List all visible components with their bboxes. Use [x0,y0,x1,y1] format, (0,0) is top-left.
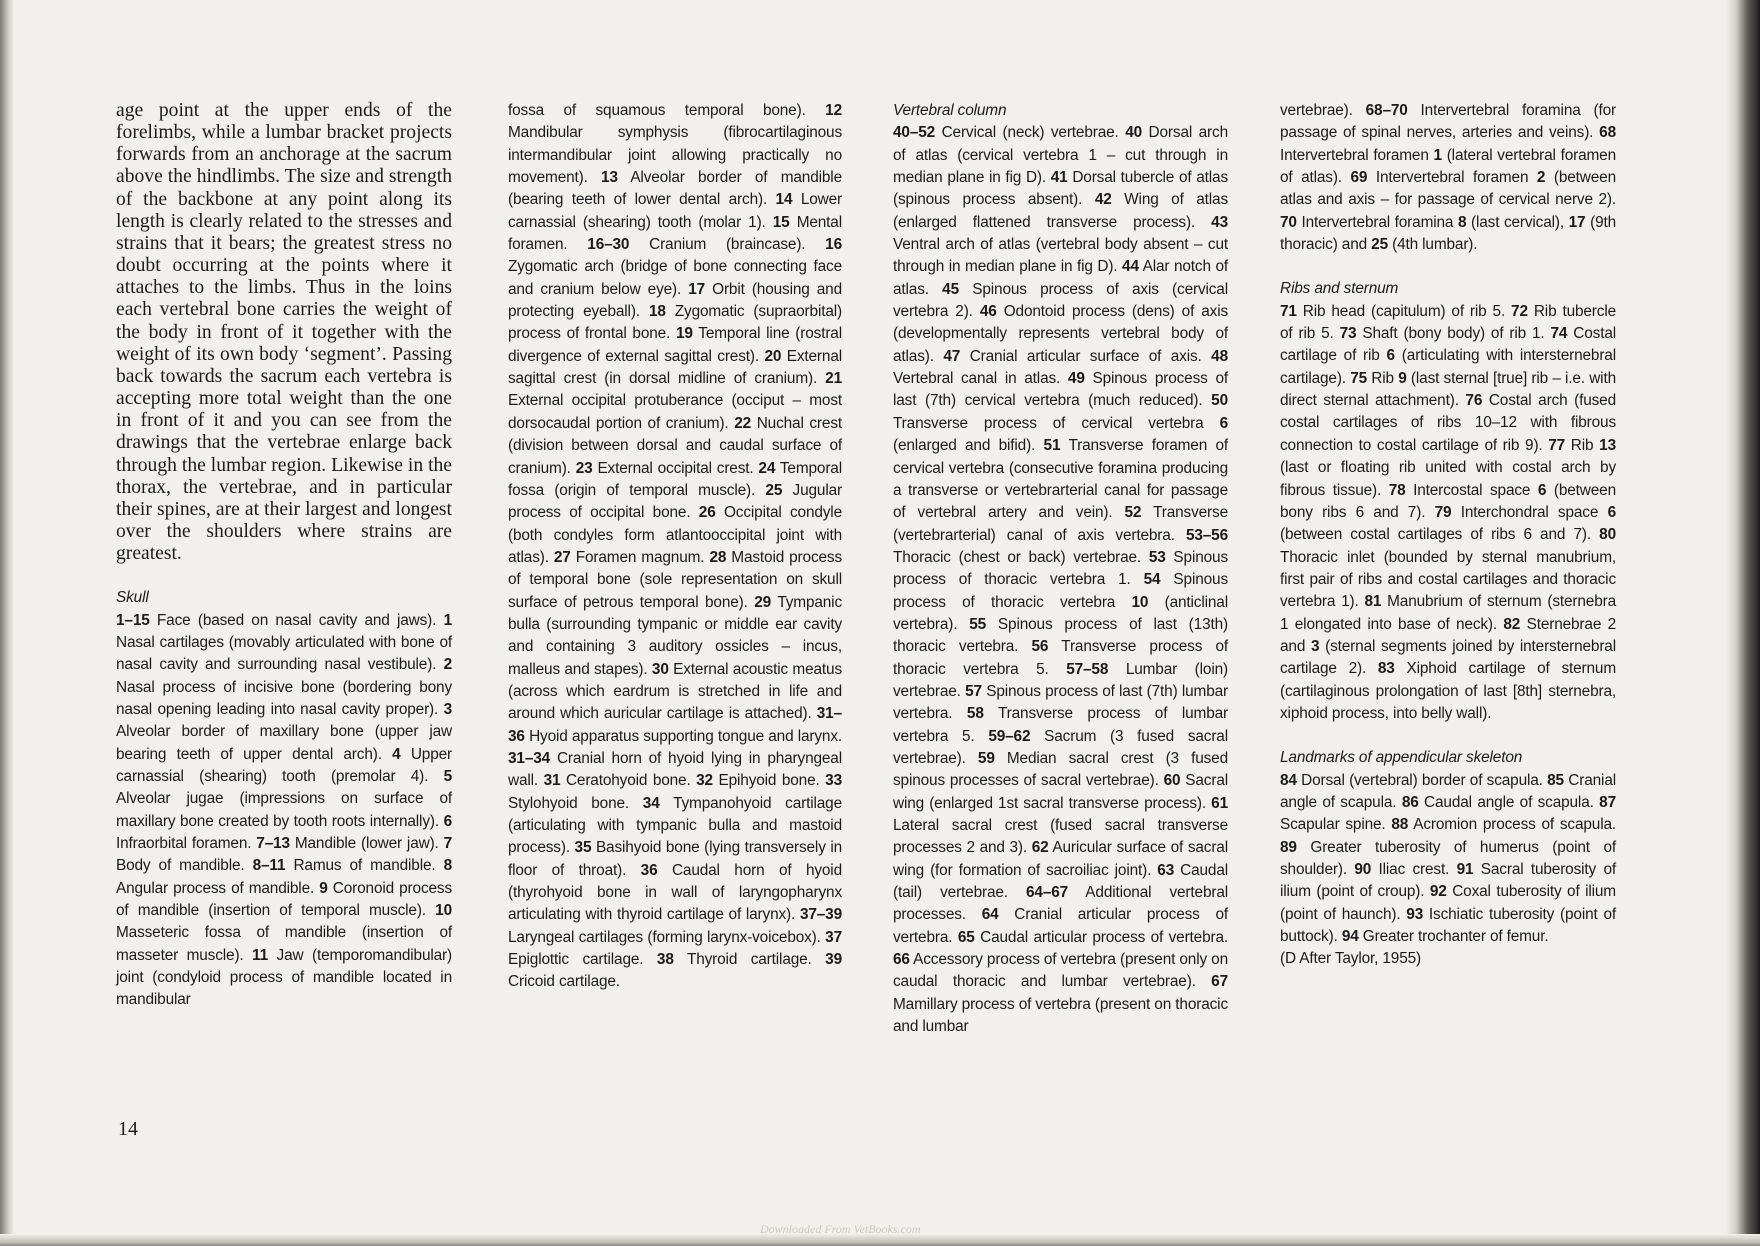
page-edge-shadow [1726,0,1760,1246]
skull-text-part2: fossa of squamous temporal bone). 12 Mandibular symphysis (fibrocartilaginous intermandibular joint allowing practically no movement). 13 Alveolar border of mandible (bearing teeth of lower dental arch). 14 Lower carnassial (shearing) tooth (molar 1). 15 Mental foramen. 16–30 Cranium (braincase). 16 Zygomatic arch (bridge of bone connecting face and cranium below eye). 17 Orbit (housing and protecting eyeball). 18 Zygomatic (supraorbital) process of frontal bone. 19 Temporal line (rostral divergence of external sagittal crest). 20 External sagittal crest (in dorsal midline of cranium). 21 External occipital protuberance (occiput – most dorsocaudal portion of cranium). 22 Nuchal crest (division between dorsal and caudal surface of cranium). 23 External occipital crest. 24 Temporal fossa (origin of temporal muscle). 25 Jugular process of occipital bone. 26 Occipital condyle (both condyles form atlantooccipital joint with atlas). 27 Foramen magnum. 28 Mastoid process of temporal bone (sole representation on skull surface of petrous temporal bone). 29 Tympanic bulla (surrounding tympanic or middle ear cavity and containing 3 auditory ossicles – incus, malleus and stapes). 30 External acoustic meatus (across which eardrum is stretched in life and around which auricular cartilage is attached). 31–36 Hyoid apparatus supporting tongue and larynx. 31–34 Cranial horn of hyoid lying in pharyngeal wall. 31 Ceratohyoid bone. 32 Epihyoid bone. 33 Stylohyoid bone. 34 Tympanohyoid cartilage (articulating with tympanic bulla and mastoid process). 35 Basihyoid bone (lying transversely in floor of throat). 36 Caudal horn of hyoid (thyrohyoid bone in wall of laryngopharynx articulating with thyroid cartilage of larynx). 37–39 Laryngeal cartilages (forming larynx-voicebox). 37 Epiglottic cartilage. 38 Thyroid cartilage. 39 Cricoid cartilage. [508,102,843,991]
vertebral-text-part1: 40–52 Cervical (neck) vertebrae. 40 Dorsal arch of atlas (cervical vertebra 1 – cut through in median plane in fig D). 41 Dorsal tubercle of atlas (spinous process absent). 42 Wing of atlas (enlarged flattened transverse process). 43 Ventral arch of atlas (vertebral body absent – cut through in median plane in fig D). 44 Alar notch of atlas. 45 Spinous process of axis (cervical vertebra 2). 46 Odontoid process (dens) of axis (developmentally represents vertebral body of atlas). 47 Cranial articular surface of axis. 48 Vertebral canal in atlas. 49 Spinous process of last (7th) cervical vertebra (much reduced). 50 Transverse process of cervical vertebra 6 (enlarged and bifid). 51 Transverse foramen of cervical vertebra (consecutive foramina producing a transverse or vertebrarterial canal for passage of vertebral artery and vein). 52 Transverse (vertebrarterial) canal of axis vertebra. 53–56 Thoracic (chest or back) vertebrae. 53 Spinous process of thoracic vertebra 1. 54 Spinous process of thoracic vertebra 10 (anticlinal vertebra). 55 Spinous process of last (13th) thoracic vertebra. 56 Transverse process of thoracic vertebra 5. 57–58 Lumbar (loin) vertebrae. 57 Spinous process of last (7th) lumbar vertebra. 58 Transverse process of lumbar vertebra 5. 59–62 Sacrum (3 fused sacral vertebrae). 59 Median sacral crest (3 fused spinous processes of sacral vertebrae). 60 Sacral wing (enlarged 1st sacral transverse process). 61 Lateral sacral crest (fused sacral transverse processes 2 and 3). 62 Auricular surface of sacral wing (for formation of sacroiliac joint). 63 Caudal (tail) vertebrae. 64–67 Additional vertebral processes. 64 Cranial articular process of vertebra. 65 Caudal articular process of vertebra. 66 Accessory process of vertebra (present only on caudal thoracic and lumbar vertebrae). 67 Mamillary process of vertebra (present on thoracic and lumbar [893,124,1229,1036]
intro-paragraph: age point at the upper ends of the forelimbs, while a lumbar bracket projects forwards from an anchorage at the sacrum above the hindlimbs. The size and strength of the backbone at any point along its length is clearly related to the stresses and strains that it bears; the greatest stress no doubt occurring at the points where it attaches to the limbs. Thus in the loins each vertebral bone carries the weight of the body in front of it together with the weight of its own body ‘segment’. Passing back towards the sacrum each vertebra is accepting more total weight than the one in front of it and you can see from the drawings that the vertebrae enlarge back through the lumbar region. Likewise in the thorax, the vertebrae, and in particular their spines, are at their largest and longest over the shoulders where strains are greatest. [116,100,452,565]
skull-text-part1: 1–15 Face (based on nasal cavity and jaws). 1 Nasal cartilages (movably articulated with bone of nasal cavity and surrounding nasal vestibule). 2 Nasal process of incisive bone (bordering bony nasal opening leading into nasal cavity proper). 3 Alveolar border of maxillary bone (upper jaw bearing teeth of upper dental arch). 4 Upper carnassial (shearing) tooth (premolar 4). 5 Alveolar jugae (impressions on surface of maxillary bone created by tooth roots internally). 6 Infraorbital foramen. 7–13 Mandible (lower jaw). 7 Body of mandible. 8–11 Ramus of mandible. 8 Angular process of mandible. 9 Coronoid process of mandible (insertion of temporal muscle). 10 Masseteric fossa of mandible (insertion of masseter muscle). 11 Jaw (temporomandibular) joint (condyloid process of mandible located in mandibular [116,611,453,1009]
page-number: 14 [118,1118,138,1140]
ribs-heading: Ribs and sternum [1280,280,1399,298]
ribs-text: 71 Rib head (capitulum) of rib 5. 72 Rib tubercle of rib 5. 73 Shaft (bony body) of rib 1. 74 Costal cartilage of rib 6 (articulating with intersternebral cartilage). 75 Rib 9 (last sternal [true] rib – i.e. with direct sternal attachment). 76 Costal arch (fused costal cartilages of ribs 10–12 with fibrous connection to costal cartilage of rib 9). 77 Rib 13 (last or floating rib united with costal arch by fibrous tissue). 78 Intercostal space 6 (between bony ribs 6 and 7). 79 Interchondral space 6 (between costal cartilages of ribs 6 and 7). 80 Thoracic inlet (bounded by sternal manubrium, first pair of ribs and costal cartilages and thoracic vertebra 1). 81 Manubrium of sternum (sternebra 1 elongated into base of neck). 82 Sternebrae 2 and 3 (sternal segments joined by intersternebral cartilage 2). 83 Xiphoid cartilage of sternum (cartilaginous prolongation of last [8th] sternebra, xiphoid process, into belly wall). [1280,302,1617,722]
column-4 [1280,100,1616,971]
skull-heading: Skull [116,589,149,607]
landmarks-heading: Landmarks of appendicular skeleton [1280,749,1523,767]
column-3 [893,100,1228,1038]
column-1 [116,100,452,1012]
watermark: Downloaded From VetBooks.com [760,1222,921,1236]
landmarks-text: 84 Dorsal (vertebral) border of scapula. 85 Cranial angle of scapula. 86 Caudal angle of scapula. 87 Scapular spine. 88 Acromion process of scapula. 89 Greater tuberosity of humerus (point of shoulder). 90 Iliac crest. 91 Sacral tuberosity of ilium (point of croup). 92 Coxal tuberosity of ilium (point of haunch). 93 Ischiatic tuberosity (point of buttock). 94 Greater trochanter of femur. [1280,771,1617,946]
column-2 [508,100,842,994]
figure-credit: (D After Taylor, 1955) [1280,950,1421,968]
vertebral-text-part2: vertebrae). 68–70 Intervertebral foramina (for passage of spinal nerves, arteries and veins). 68 Intervertebral foramen 1 (lateral vertebral foramen of atlas). 69 Intervertebral foramen 2 (between atlas and axis – for passage of cervical nerve 2). 70 Intervertebral foramina 8 (last cervical), 17 (9th thoracic) and 25 (4th lumbar). [1280,102,1617,254]
page-gutter-shadow [0,0,14,1246]
vertebral-column-heading: Vertebral column [893,102,1007,119]
